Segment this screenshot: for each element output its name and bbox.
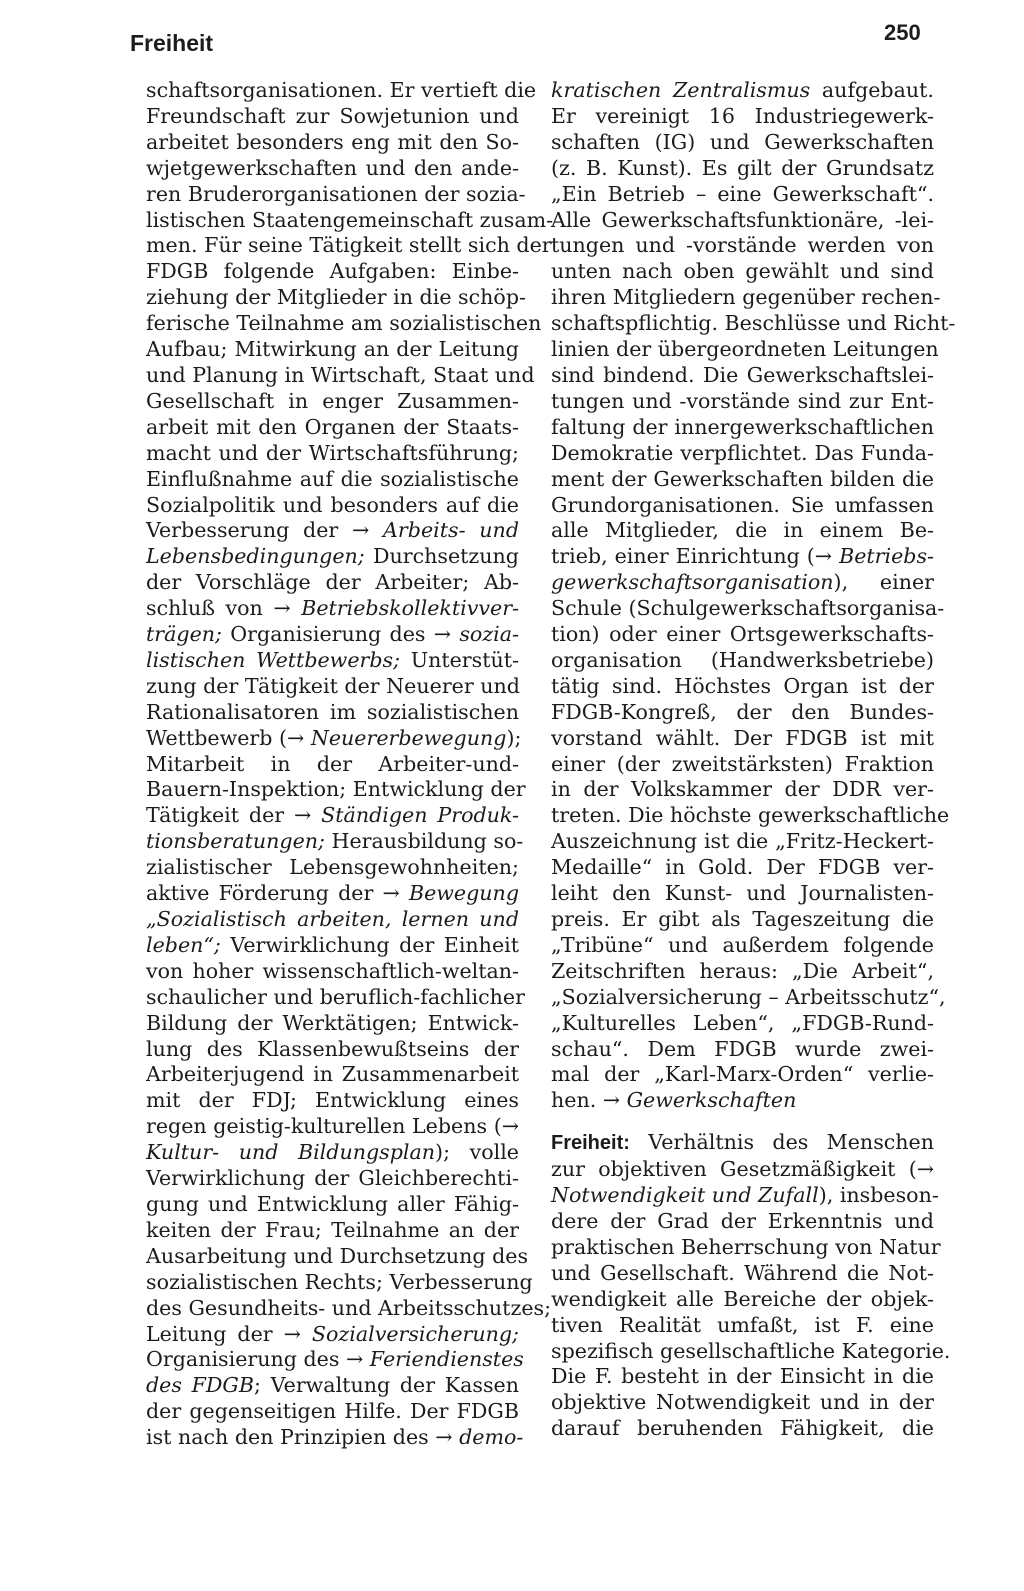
text-line: Bildung der Werktätigen; Entwick-	[146, 1010, 519, 1035]
text-line: gewerkschaftsorganisation), einer	[551, 570, 934, 595]
text-line: Alle Gewerkschaftsfunktionäre, -lei-	[551, 207, 934, 232]
text-line: Schule (Schulgewerkschaftsorganisa-	[551, 596, 945, 621]
text-line: Auszeichnung ist die „Fritz-Heckert-	[551, 829, 934, 854]
text-line: „Kulturelles Leben“, „FDGB-Rund-	[551, 1010, 934, 1035]
text-line: lung des Klassenbewußtseins der	[146, 1036, 519, 1061]
text-line: tionsberatungen; Herausbildung so-	[146, 829, 524, 854]
text-line: spezifisch gesellschaftliche Kategorie.	[551, 1338, 951, 1363]
text-line: zur objektiven Gesetzmäßigkeit (→	[551, 1157, 934, 1182]
text-line: aktive Förderung der → Bewegung	[146, 881, 519, 906]
entry-first-line: Freiheit: Verhältnis des Menschen	[551, 1130, 935, 1155]
text-line: schau“. Dem FDGB wurde zwei-	[551, 1036, 934, 1061]
text-line: zung der Tätigkeit der Neuerer und	[146, 673, 520, 698]
text-line: trieb, einer Einrichtung (→ Betriebs-	[551, 544, 934, 569]
text-line: der gegenseitigen Hilfe. Der FDGB	[146, 1399, 519, 1424]
text-line: wendigkeit alle Bereiche der objek-	[551, 1286, 934, 1311]
text-line: schluß von → Betriebskollektivver-	[146, 596, 519, 621]
text-line: (z. B. Kunst). Es gilt der Grundsatz	[551, 155, 934, 180]
text-line: regen geistig-kulturellen Lebens (→	[146, 1114, 519, 1139]
text-line: faltung der innergewerkschaftlichen	[551, 414, 934, 439]
text-line: des Gesundheits- und Arbeitsschutzes;	[146, 1295, 552, 1320]
text-line: hen. → Gewerkschaften	[551, 1088, 797, 1113]
text-line: und Gesellschaft. Während die Not-	[551, 1260, 934, 1285]
text-line: Die F. besteht in der Einsicht in die	[551, 1364, 934, 1389]
text-line: leiht den Kunst- und Journalisten-	[551, 881, 934, 906]
text-line: schaulicher und beruflich-fachlicher	[146, 984, 525, 1009]
text-line: ment der Gewerkschaften bilden die	[551, 466, 934, 491]
page-number: 250	[884, 20, 921, 45]
text-line: tätig sind. Höchstes Organ ist der	[551, 673, 934, 698]
text-line: Mitarbeit in der Arbeiter-und-	[146, 751, 519, 776]
text-line: mal der „Karl-Marx-Orden“ verlie-	[551, 1062, 934, 1087]
text-line: des FDGB; Verwaltung der Kassen	[146, 1373, 520, 1398]
text-line: unten nach oben gewählt und sind	[551, 259, 934, 284]
text-line: wjetgewerkschaften und den ande-	[146, 155, 519, 180]
text-line: ziehung der Mitglieder in die schöp-	[146, 285, 526, 310]
text-line: schaftsorganisationen. Er vertieft die	[146, 78, 537, 102]
text-line: Einflußnahme auf die sozialistische	[146, 466, 519, 491]
text-line: von hoher wissenschaftlich-weltan-	[146, 958, 519, 983]
text-line: der Vorschläge der Arbeiter; Ab-	[146, 570, 519, 595]
text-line: praktischen Beherrschung von Natur	[551, 1234, 941, 1259]
text-line: darauf beruhenden Fähigkeit, die	[551, 1416, 934, 1441]
text-line: alle Mitglieder, die in einem Be-	[551, 518, 934, 543]
text-line: kratischen Zentralismus aufgebaut.	[551, 78, 934, 102]
text-line: ist nach den Prinzipien des → demo-	[146, 1425, 524, 1450]
text-line: sind bindend. Die Gewerkschaftslei-	[551, 362, 934, 387]
text-line: zialistischer Lebensgewohnheiten;	[146, 855, 519, 880]
text-line: Rationalisatoren im sozialistischen	[146, 699, 519, 724]
text-line: FDGB-Kongreß, der den Bundes-	[551, 699, 934, 724]
text-line: Sozialpolitik und besonders auf die	[146, 492, 519, 517]
text-line: tion) oder einer Ortsgewerkschafts-	[551, 622, 934, 647]
text-line: Bauern-Inspektion; Entwicklung der	[146, 777, 526, 802]
text-line: preis. Er gibt als Tageszeitung die	[551, 907, 934, 931]
text-line: objektive Notwendigkeit und in der	[551, 1390, 934, 1415]
text-line: schaftspflichtig. Beschlüsse und Richt-	[551, 311, 956, 336]
text-line: Lebensbedingungen; Durchsetzung	[146, 544, 519, 569]
text-line: Er vereinigt 16 Industriegewerk-	[551, 103, 934, 128]
text-line: FDGB folgende Aufgaben: Einbe-	[146, 259, 519, 284]
text-line: Ausarbeitung und Durchsetzung des	[146, 1243, 529, 1268]
text-line: Gesellschaft in enger Zusammen-	[146, 388, 519, 413]
text-line: Organisierung des → Feriendienstes	[146, 1347, 524, 1372]
text-line: arbeitet besonders eng mit den So-	[146, 129, 519, 154]
text-line: „Sozialistisch arbeiten, lernen und	[146, 907, 519, 931]
text-line: Leitung der → Sozialversicherung;	[146, 1321, 519, 1346]
text-line: „Ein Betrieb – eine Gewerkschaft“.	[551, 181, 934, 206]
text-line: mit der FDJ; Entwicklung eines	[146, 1088, 519, 1113]
text-line: dere der Grad der Erkenntnis und	[551, 1208, 934, 1233]
entry-keyword: Freiheit:	[551, 1132, 630, 1155]
text-line: vorstand wählt. Der FDGB ist mit	[551, 725, 934, 750]
text-line: „Tribüne“ und außerdem folgende	[551, 932, 934, 957]
text-line: tungen und -vorstände werden von	[551, 233, 934, 258]
text-line: tungen und -vorstände sind zur Ent-	[551, 388, 934, 413]
text-line: Kultur- und Bildungsplan); volle	[146, 1140, 519, 1165]
text-line: keiten der Frau; Teilnahme an der	[146, 1217, 519, 1242]
text-line: gung und Entwicklung aller Fähig-	[146, 1191, 519, 1216]
text-line: linien der übergeordneten Leitungen	[551, 337, 939, 362]
text-line: Verwirklichung der Gleichberechti-	[146, 1166, 519, 1191]
text-line: Zeitschriften heraus: „Die Arbeit“,	[551, 958, 934, 983]
text-line: Aufbau; Mitwirkung an der Leitung	[146, 337, 519, 362]
text-line: men. Für seine Tätigkeit stellt sich der	[146, 233, 552, 258]
text-line: organisation (Handwerksbetriebe)	[551, 647, 934, 672]
text-line: ferische Teilnahme am sozialistischen	[146, 311, 542, 336]
text-line: Freundschaft zur Sowjetunion und	[146, 103, 519, 128]
text-line: sozialistischen Rechts; Verbesserung	[146, 1269, 533, 1294]
text-line: Notwendigkeit und Zufall), insbeson-	[551, 1183, 939, 1208]
text-line: ren Bruderorganisationen der sozia-	[146, 181, 526, 206]
text-line: Demokratie verpflichtet. Das Funda-	[551, 440, 934, 465]
text-line: Medaille“ in Gold. Der FDGB ver-	[551, 855, 934, 880]
text-line: listischen Staatengemeinschaft zusam-	[146, 207, 554, 232]
text-line: in der Volkskammer der DDR ver-	[551, 777, 934, 802]
text-line: trägen; Organisierung des → sozia-	[146, 622, 519, 647]
text-line: einer (der zweitstärksten) Fraktion	[551, 751, 934, 776]
text-line: ihren Mitgliedern gegenüber rechen-	[551, 285, 941, 310]
right-column	[551, 78, 956, 1442]
text-line: „Sozialversicherung – Arbeitsschutz“,	[551, 984, 946, 1009]
text-line: tiven Realität umfaßt, ist F. eine	[551, 1312, 934, 1337]
text-line: Verbesserung der → Arbeits- und	[146, 518, 520, 543]
left-column	[146, 78, 554, 1451]
text-line: Grundorganisationen. Sie umfassen	[551, 492, 934, 517]
entry-gap	[551, 1114, 934, 1130]
text-line: schaften (IG) und Gewerkschaften	[551, 129, 934, 154]
text-line: treten. Die höchste gewerkschaftliche	[551, 803, 950, 828]
text-line: leben“; Verwirklichung der Einheit	[146, 932, 519, 957]
text-line: und Planung in Wirtschaft, Staat und	[146, 362, 535, 387]
running-head-keyword: Freiheit	[130, 30, 214, 56]
text-line: Wettbewerb (→ Neuererbewegung);	[146, 725, 522, 750]
text-line: Tätigkeit der → Ständigen Produk-	[146, 803, 519, 828]
text-line: arbeit mit den Organen der Staats-	[146, 414, 519, 439]
text-line: macht und der Wirtschaftsführung;	[146, 440, 519, 465]
text-line: listischen Wettbewerbs; Unterstüt-	[146, 647, 519, 672]
text-line: Arbeiterjugend in Zusammenarbeit	[146, 1062, 519, 1087]
